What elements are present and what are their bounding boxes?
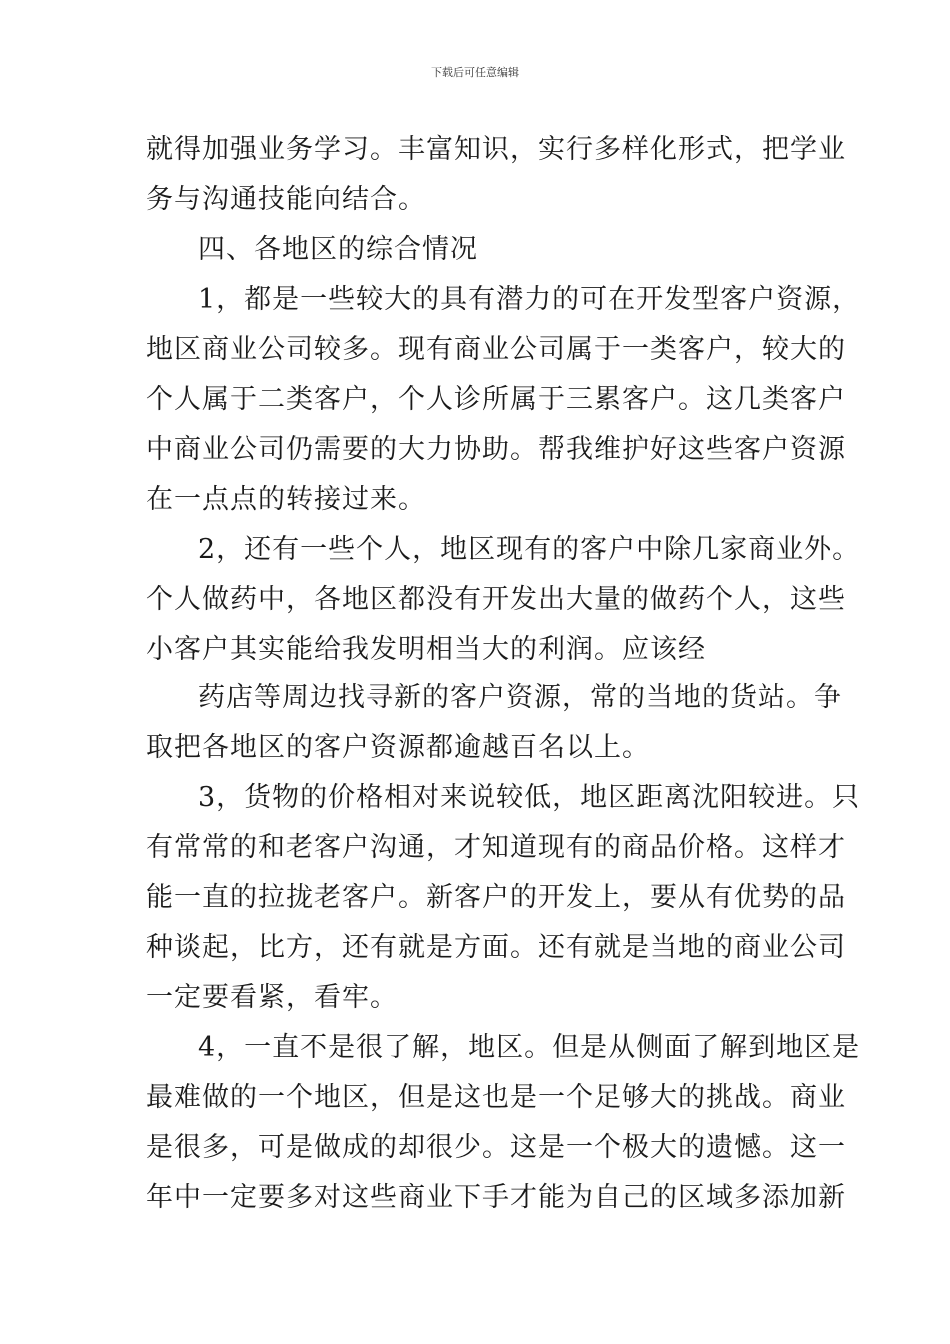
body-line: 最难做的一个地区，但是这也是一个足够大的挑战。商业 xyxy=(146,1082,846,1113)
body-line: 个人做药中，各地区都没有开发出大量的做药个人，这些 xyxy=(146,584,846,615)
section-heading: 四、各地区的综合情况 xyxy=(198,234,478,265)
body-line: 3，货物的价格相对来说较低，地区距离沈阳较进。只 xyxy=(198,782,861,813)
body-line: 个人属于二类客户，个人诊所属于三累客户。这几类客户 xyxy=(146,384,846,415)
body-line: 种谈起，比方，还有就是方面。还有就是当地的商业公司 xyxy=(146,932,846,963)
body-line: 1，都是一些较大的具有潜力的可在开发型客户资源， xyxy=(198,284,861,315)
body-line: 取把各地区的客户资源都逾越百名以上。 xyxy=(146,732,650,763)
body-line: 有常常的和老客户沟通，才知道现有的商品价格。这样才 xyxy=(146,832,846,863)
body-line: 2，还有一些个人，地区现有的客户中除几家商业外。 xyxy=(198,534,861,565)
body-line: 能一直的拉拢老客户。新客户的开发上，要从有优势的品 xyxy=(146,882,846,913)
body-line: 小客户其实能给我发明相当大的利润。应该经 xyxy=(146,634,706,665)
body-line: 就得加强业务学习。丰富知识，实行多样化形式，把学业 xyxy=(146,134,846,165)
body-line: 4，一直不是很了解，地区。但是从侧面了解到地区是 xyxy=(198,1032,861,1063)
body-line: 中商业公司仍需要的大力协助。帮我维护好这些客户资源 xyxy=(146,434,846,465)
body-line: 地区商业公司较多。现有商业公司属于一类客户，较大的 xyxy=(146,334,846,365)
body-line: 务与沟通技能向结合。 xyxy=(146,184,426,215)
page-header: 下载后可任意编辑 xyxy=(431,66,519,79)
body-line: 年中一定要多对这些商业下手才能为自己的区域多添加新 xyxy=(146,1182,846,1213)
body-line: 是很多，可是做成的却很少。这是一个极大的遗憾。这一 xyxy=(146,1132,846,1163)
body-line: 药店等周边找寻新的客户资源，常的当地的货站。争 xyxy=(198,682,842,713)
body-line: 一定要看紧，看牢。 xyxy=(146,982,398,1013)
body-line: 在一点点的转接过来。 xyxy=(146,484,426,515)
